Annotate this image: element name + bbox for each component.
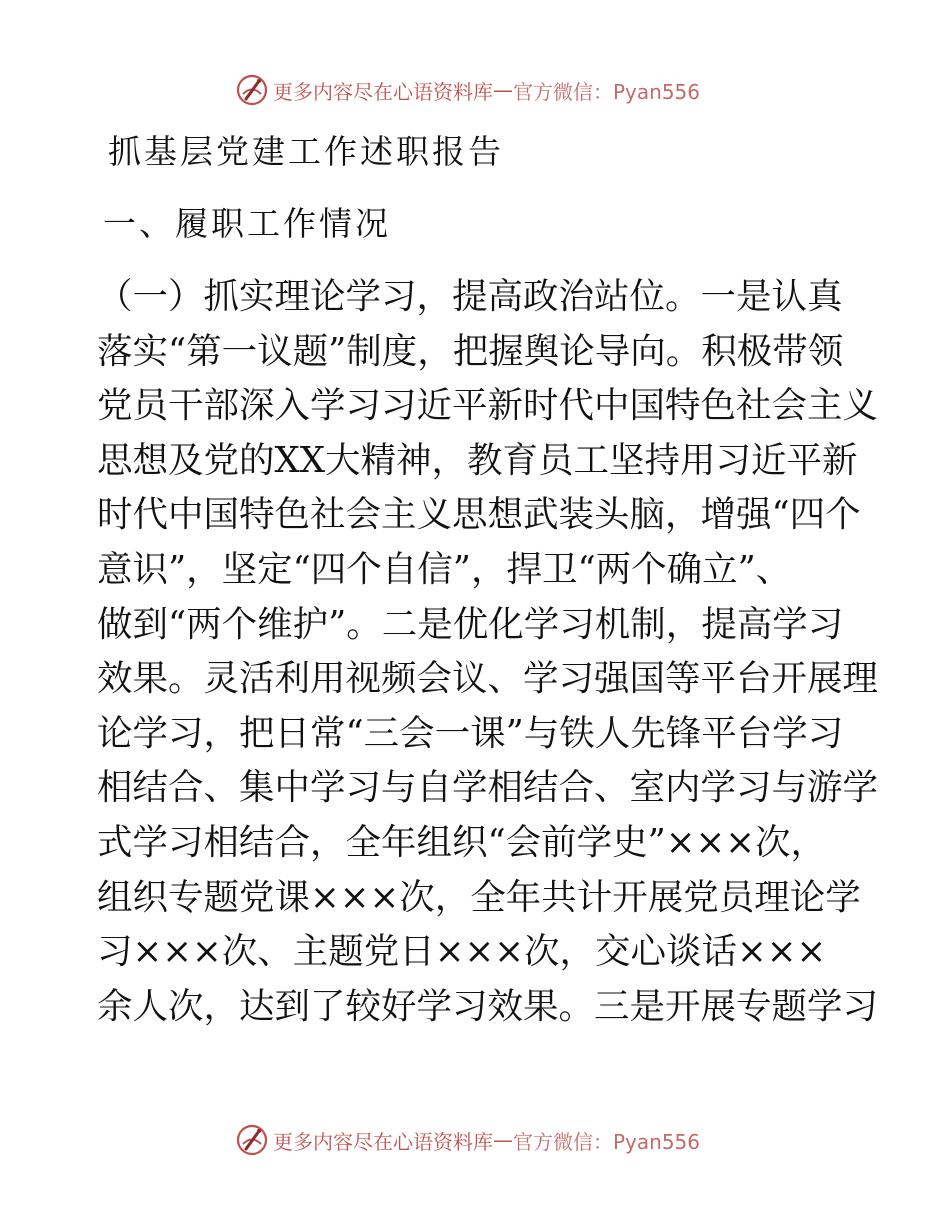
watermark-separator: — [493,78,513,102]
book-pen-logo-icon [235,1123,269,1157]
body-line: 相结合、集中学习与自学相结合、室内学习与游学 [97,767,879,809]
body-line: （一）抓实理论学习，提高政治站位。一是认真 [97,276,843,317]
body-line: 论学习，把日常“三会一课”与铁人先锋平台学习 [97,712,844,754]
body-line: 党员干部深入学习习近平新时代中国特色社会主义 [97,385,879,427]
watermark-contact: 官方微信：Pyan556 [513,79,701,104]
body-line: 效果。灵活利用视频会议、学习强国等平台开展理 [97,658,879,700]
document-body [97,270,878,1034]
book-pen-logo-icon [235,73,269,107]
watermark-footer [235,1122,755,1158]
document-title: 抓基层党建工作述职报告 [108,132,504,171]
watermark-header [235,72,755,108]
body-line: 式学习相结合，全年组织“会前学史”×××次， [97,821,827,863]
body-line: 时代中国特色社会主义思想武装头脑，增强“四个 [97,494,861,536]
body-line: 做到“两个维护”。二是优化学习机制，提高学习 [97,603,844,645]
body-line: 余人次，达到了较好学习效果。三是开展专题学习 [97,985,879,1027]
body-line: 组织专题党课×××次，全年共计开展党员理论学 [97,876,861,918]
body-line: 落实“第一议题”制度，把握舆论导向。积极带领 [97,330,844,372]
body-line: 意识”，坚定“四个自信”，捍卫“两个确立”、 [97,548,792,590]
body-line: 习×××次、主题党日×××次，交心谈话××× [97,931,827,973]
watermark-contact: 官方微信：Pyan556 [513,1129,701,1154]
watermark-separator: — [493,1128,513,1152]
watermark-text: 更多内容尽在心语资料库 [273,1129,493,1154]
watermark-text: 更多内容尽在心语资料库 [273,79,493,104]
body-line: 思想及党的XX大精神，教育员工坚持用习近平新 [97,439,858,481]
section-heading: 一、履职工作情况 [103,204,391,243]
